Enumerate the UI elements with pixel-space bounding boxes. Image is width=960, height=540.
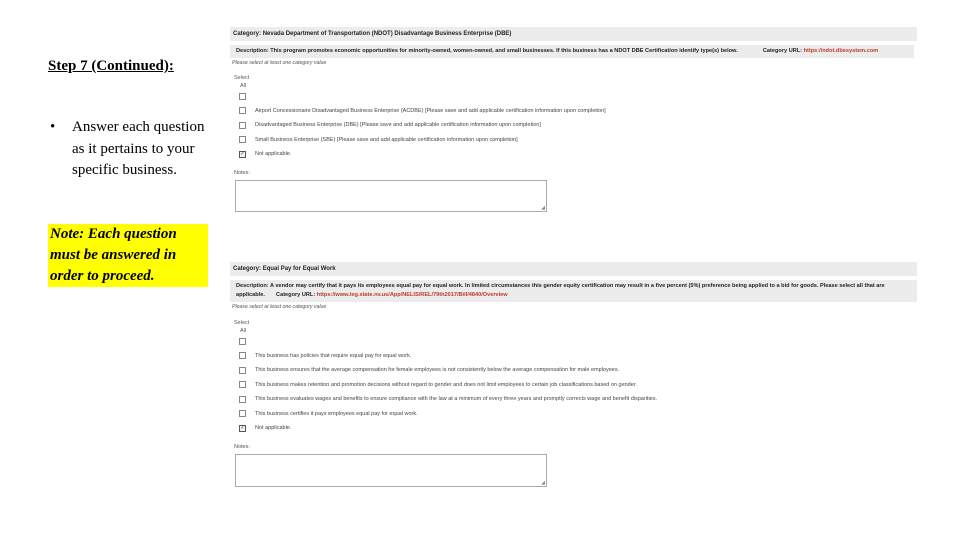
option-label: This business certifies it pays employees equal pay for equal work. [255,410,418,417]
slide-text-column [48,58,218,287]
option-row[interactable] [230,392,917,407]
option-row[interactable] [230,407,917,422]
description-label: Description: [236,283,269,289]
checkbox-checked-icon[interactable]: ✓ [240,424,245,431]
description-text: A vendor may certify that it pays its employees equal pay for equal work. In limited circumstances this gender equity certification may result in a five percent (5%) preference being applied to a bid for goods. Please select all that are applicable. [236,283,885,298]
option-label: This business ensures that the average compensation for female employees is not consistently below the average compensation for male employees. [255,367,620,374]
select-label: Select [234,75,250,81]
step-title: Step 7 (Continued): [48,58,174,74]
option-row[interactable] [230,363,917,378]
checkbox-icon[interactable] [239,107,246,114]
option-row[interactable] [230,89,917,104]
option-label: Small Business Enterprise (SBE) [Please save and add applicable certification information upon completion] [255,136,518,143]
description-label: Description: [236,48,269,54]
selection-hint: Please select at least one category value [232,304,327,310]
checkbox-icon[interactable] [239,136,246,143]
option-row[interactable] [230,421,917,436]
checkbox-icon[interactable] [239,381,246,388]
note-highlight: Note: Each question must be answered in order to proceed. [48,224,208,287]
option-row[interactable] [230,334,917,349]
resize-handle-icon[interactable]: ◢ [541,479,545,486]
bullet-text: Answer each question as it pertains to your specific business. [72,119,205,178]
option-label: Disadvantaged Business Enterprise (DBE) [Please save and add applicable certification information upon completion] [255,122,541,129]
notes-label: Notes: [234,169,250,176]
option-label: This business evaluates wages and benefits to ensure compliance with the law at a minimum of every three years and promptly corrects wage and benefit disparities. [255,396,658,403]
option-row[interactable] [230,118,917,133]
select-label: Select [234,320,250,326]
option-label: Not applicable. [255,151,292,158]
option-row[interactable] [230,133,917,148]
notes-textarea[interactable] [235,454,547,487]
description-bar [230,280,917,302]
checkbox-icon[interactable] [239,410,246,417]
category-url-link[interactable]: https://www.leg.state.nv.us/App/NELIS/REL/79th2017/Bill/4840/Overview [316,292,508,298]
category-label: Category: [233,266,262,272]
checkbox-icon[interactable] [239,122,246,129]
option-row[interactable] [230,104,917,119]
option-list [230,89,917,162]
resize-handle-icon[interactable]: ◢ [541,204,545,211]
category-label: Category: [233,31,262,37]
option-label: Not applicable. [255,425,292,432]
option-list [230,334,917,436]
option-row[interactable] [230,378,917,393]
selection-hint: Please select at least one category value [232,60,327,66]
category-value: Equal Pay for Equal Work [262,266,336,272]
checkbox-icon[interactable] [239,396,246,403]
select-all-label: All [240,83,247,89]
checkbox-icon[interactable] [239,352,246,359]
category-header [230,27,917,41]
option-row[interactable] [230,147,917,162]
option-label: Airport Concessionaire Disadvantaged Business Enterprise (ACDBE) [Please save and add applicable certification information upon completion] [255,107,606,114]
notes-label: Notes: [234,443,250,450]
checkbox-icon[interactable] [239,367,246,374]
description-text: This program promotes economic opportunities for minority-owned, women-owned, and small businesses. If this business has a NDOT DBE Certification identify type(s) below. [270,48,738,54]
checkbox-checked-icon[interactable]: ✓ [240,150,245,157]
category-header [230,262,917,276]
bullet-item [48,117,218,182]
category-panel-equal-pay [230,262,917,487]
option-label: This business makes retention and promotion decisions without regard to gender and does not limit employees to certain job classifications based on gender. [255,381,637,388]
notes-textarea[interactable] [235,180,547,212]
option-row[interactable] [230,349,917,364]
category-panel-ndot-dbe [230,27,917,212]
category-url-label: Category URL: [762,48,803,54]
description-bar [230,45,914,58]
bullet-symbol: • [50,119,56,135]
category-value: Nevada Department of Transportation (NDOT) Disadvantage Business Enterprise (DBE) [262,31,512,37]
category-url-label: Category URL: [276,292,316,298]
option-label: This business has policies that require equal pay for equal work. [255,352,412,359]
checkbox-icon[interactable] [239,338,246,345]
category-url-link[interactable]: https://ndot.dbesystem.com [803,48,879,54]
select-all-label: All [240,328,247,334]
checkbox-icon[interactable] [239,93,246,100]
